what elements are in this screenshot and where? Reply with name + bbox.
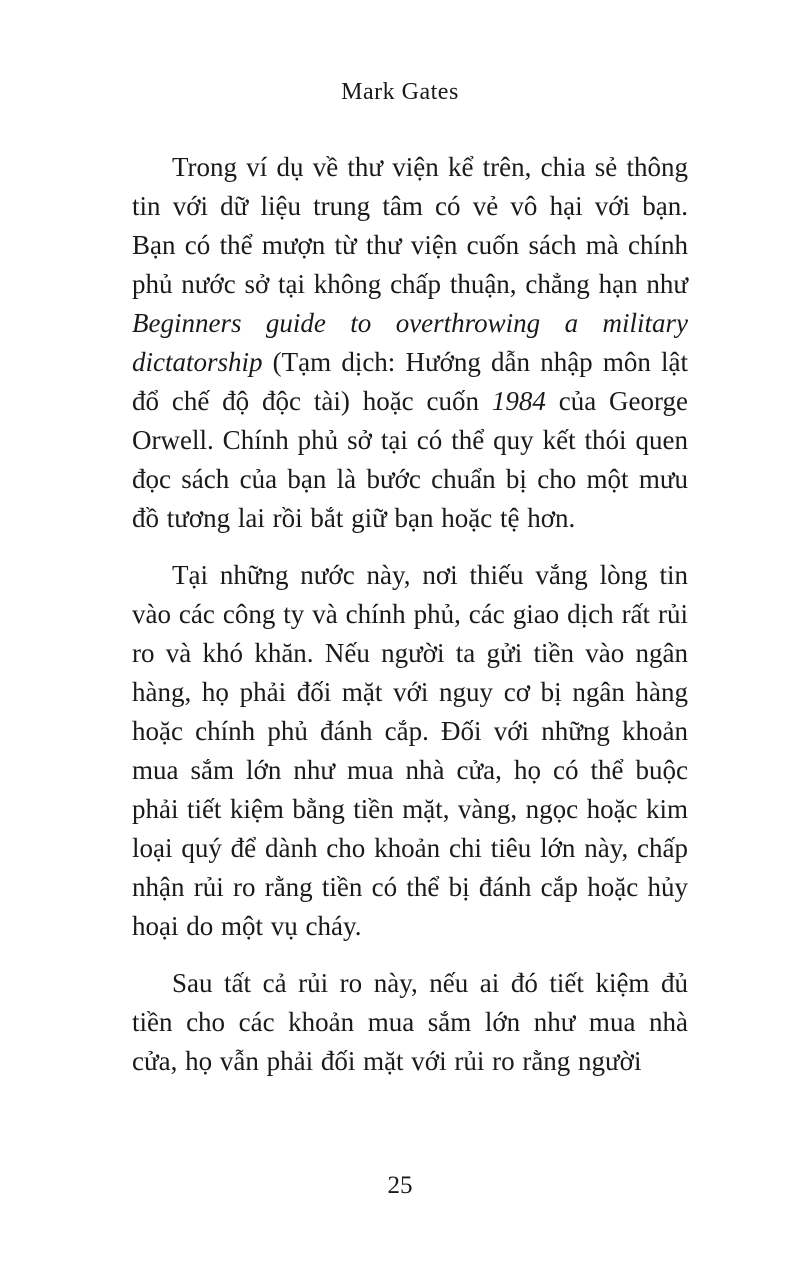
text-segment: Tại những nước này, nơi thiếu vắng lòng tin vào các công ty và chính phủ, các giao dịch rất rủi ro và khó khăn. Nếu người ta gửi tiền vào ngân hàng, họ phải đối mặt với nguy cơ bị ngân hàng hoặc chính phủ đánh cắp. Đối với những khoản mua sắm lớn như mua nhà cửa, họ có thể buộc phải tiết kiệm bằng tiền mặt, vàng, ngọc hoặc kim loại quý để dành cho khoản chi tiêu lớn này, chấp nhận rủi ro rằng tiền có thể bị đánh cắp hoặc hủy hoại do một vụ cháy. [132,560,688,941]
running-header-author: Mark Gates [341,79,459,105]
text-segment: Sau tất cả rủi ro này, nếu ai đó tiết kiệm đủ tiền cho các khoản mua sắm lớn như mua nhà cửa, họ vẫn phải đối mặt với rủi ro rằng người [132,968,688,1076]
page-number: 25 [387,1172,413,1199]
body-text [0,148,800,1081]
text-segment: Trong ví dụ về thư viện kể trên, chia sẻ thông tin với dữ liệu trung tâm có vẻ vô hại với bạn. Bạn có thể mượn từ thư viện cuốn sách mà chính phủ nước sở tại không chấp thuận, chẳng hạn như [132,152,688,299]
italic-text-segment: Beginners guide to overthrowing a military dictatorship [132,308,688,377]
paragraph [132,148,688,538]
paragraph [132,556,688,946]
paragraph [132,964,688,1081]
italic-text-segment: 1984 [491,386,546,416]
text-segment: (Tạm dịch: Hướng dẫn nhập môn lật đổ chế độ độc tài) hoặc cuốn [132,347,688,416]
text-segment: của George Orwell. Chính phủ sở tại có thể quy kết thói quen đọc sách của bạn là bước chuẩn bị cho một mưu đồ tương lai rồi bắt giữ bạn hoặc tệ hơn. [132,386,689,533]
